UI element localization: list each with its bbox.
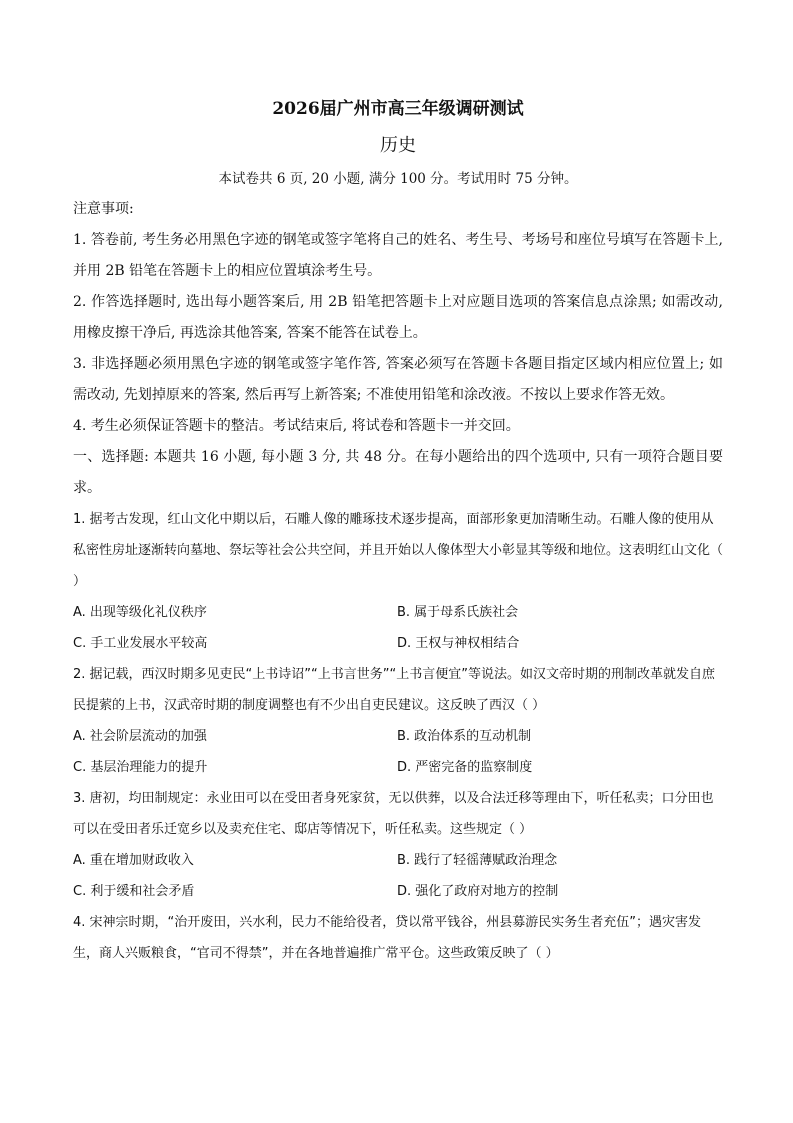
note-item: 3. 非选择题必须用黑色字迹的钢笔或签字笔作答, 答案必须写在答题卡各题目指定区域内相应位置上; 如需改动, 先划掉原来的答案, 然后再写上新答案; 不准使用铅笔和涂改液。不按以上要求作答无效。: [73, 356, 723, 403]
option-b: B. 政治体系的互动机制: [397, 729, 532, 744]
question-stem: 4. 宋神宗时期，“治开废田，兴水利，民力不能给役者，贷以常平钱谷，州县募游民实务生者充伍”；遇灾害发生，商人兴贩粮食，“官司不得禁”，并在各地普遍推广常平仓。这些政策反映了（ ）: [73, 915, 702, 961]
option-c: C. 手工业发展水平较高: [73, 636, 208, 651]
option-c: C. 利于缓和社会矛盾: [73, 884, 195, 899]
option-c: C. 基层治理能力的提升: [73, 760, 208, 775]
section-heading: 一、选择题: 本题共 16 小题, 每小题 3 分, 共 48 分。在每小题给出的四个选项中, 只有一项符合题目要求。: [73, 449, 723, 496]
option-d: D. 严密完备的监察制度: [397, 760, 533, 775]
notes-heading: 注意事项:: [73, 201, 134, 217]
option-a: A. 重在增加财政收入: [73, 853, 194, 868]
question-options: [73, 597, 723, 659]
option-b: B. 属于母系氏族社会: [397, 605, 519, 620]
question-1: [73, 504, 723, 659]
question-2: [73, 659, 723, 783]
question-stem: 3. 唐初，均田制规定：永业田可以在受田者身死家贫，无以供葬，以及合法迁移等理由下，听任私卖；口分田也可以在受田者乐迁宽乡以及卖充住宅、邸店等情况下，听任私卖。这些规定（ ）: [73, 791, 714, 837]
note-item: 2. 作答选择题时, 选出每小题答案后, 用 2B 铅笔把答题卡上对应题目选项的答案信息点涂黑; 如需改动, 用橡皮擦干净后, 再选涂其他答案, 答案不能答在试卷上。: [73, 294, 723, 341]
option-b: B. 践行了轻徭薄赋政治理念: [397, 853, 558, 868]
note-item: 1. 答卷前, 考生务必用黑色字迹的钢笔或签字笔将自己的姓名、考生号、考场号和座位号填写在答题卡上, 并用 2B 铅笔在答题卡上的相应位置填涂考生号。: [73, 232, 723, 279]
option-d: D. 王权与神权相结合: [397, 636, 520, 651]
question-options: [73, 845, 723, 907]
question-stem: 2. 据记载，西汉时期多见吏民“上书诗诏”“上书言世务”“上书言便宜”等说法。如汉文帝时期的刑制改革就发自庶民提萦的上书，汉武帝时期的制度调整也有不少出自吏民建议。这反映了西汉（ ）: [73, 667, 715, 713]
option-a: A. 社会阶层流动的加强: [73, 729, 207, 744]
exam-info: 本试卷共 6 页, 20 小题, 满分 100 分。考试用时 75 分钟。: [218, 171, 578, 187]
option-d: D. 强化了政府对地方的控制: [397, 884, 559, 899]
question-stem: 1. 据考古发现，红山文化中期以后，石雕人像的雕琢技术逐步提高，面部形象更加清晰生动。石雕人像的使用从私密性房址逐渐转向墓地、祭坛等社会公共空间，并且开始以人像体型大小彰显其等级和地位。这表明红山文化（ ）: [73, 512, 724, 589]
exam-title: 2026届广州市高三年级调研测试: [272, 99, 524, 119]
note-item: 4. 考生必须保证答题卡的整洁。考试结束后, 将试卷和答题卡一并交回。: [73, 418, 520, 434]
option-a: A. 出现等级化礼仪秩序: [73, 605, 207, 620]
question-3: [73, 783, 723, 907]
question-4: [73, 907, 723, 969]
exam-subject: 历史: [380, 135, 416, 156]
question-options: [73, 721, 723, 783]
